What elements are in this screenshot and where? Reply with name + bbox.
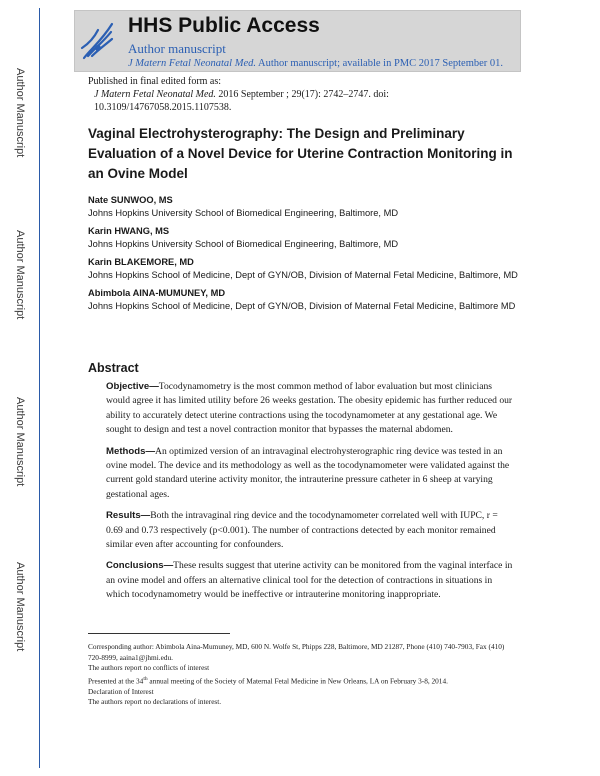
abstract-heading: Abstract	[88, 361, 139, 375]
corresponding-author-note: Corresponding author: Abimbola Aina-Mumuney, MD, 600 N. Wolfe St, Phipps 228, Baltimore, MD 21287, Phone (410) 740-7903, Fax (410) 720-8999, aaina1@jhmi.edu.	[88, 642, 505, 662]
section-label: Methods—	[106, 445, 156, 457]
author-entry	[88, 287, 518, 312]
section-text: These results suggest that uterine activity can be monitored from the vaginal interface in an ovine model and offers an alternative clinical tool for the detection of contractions in situations in which tocodynamometry would be ineffective or intrauterine monitoring inappropriate.	[106, 560, 513, 601]
author-entry	[88, 194, 518, 219]
presented-text: Presented at the 34	[88, 676, 144, 686]
margin-rule	[39, 8, 40, 768]
journal-name: J Matern Fetal Neonatal Med.	[128, 58, 257, 69]
declaration-note: The authors report no declarations of interest.	[88, 697, 222, 707]
footnotes	[88, 642, 518, 708]
published-label: Published in final edited form as:	[88, 76, 222, 87]
author-list	[88, 194, 518, 318]
pub-volume: 2016 September ; 29(17): 2742–2747. doi:	[215, 89, 389, 100]
pub-journal: J Matern Fetal Neonatal Med.	[94, 89, 216, 100]
section-text: Both the intravaginal ring device and the tocodynamometer correlated well with IUPC, r = 0.69 and 0.73 respectively (p<0.001). The number of contractions detected by each monitor remained similar even after accounting for confounders.	[106, 510, 498, 551]
side-label-author-manuscript: Author Manuscript	[14, 397, 26, 487]
author-affiliation: Johns Hopkins University School of Biomedical Engineering, Baltimore, MD	[88, 238, 399, 249]
author-entry	[88, 225, 518, 250]
author-name: Nate SUNWOO, MS	[88, 195, 173, 205]
author-entry	[88, 256, 518, 281]
abstract-methods	[106, 445, 516, 503]
author-affiliation: Johns Hopkins School of Medicine, Dept of GYN/OB, Division of Maternal Fetal Medicine, Baltimore, MD	[88, 269, 518, 280]
doi-link[interactable]: 10.3109/14767058.2015.1107538.	[94, 102, 232, 113]
section-label: Objective—	[106, 381, 159, 392]
author-affiliation: Johns Hopkins University School of Biomedical Engineering, Baltimore, MD	[88, 207, 399, 218]
abstract-body	[106, 380, 516, 610]
publication-info	[88, 75, 518, 114]
author-name: Karin BLAKEMORE, MD	[88, 257, 194, 267]
journal-citation	[128, 58, 503, 69]
abstract-conclusions	[106, 559, 516, 602]
section-text: An optimized version of an intravaginal electrohysterographic ring device was tested in an ovine model. The device and its methodology as well as the tocodynamometer were validated against the current gold standard uterine activity monitor, the intrauterine pressure catheter in 6 sheep at varying gestational ages.	[106, 445, 510, 500]
presented-note	[88, 674, 518, 687]
presented-text-rest: annual meeting of the Society of Maternal Fetal Medicine in New Orleans, LA on February 3-8, 2014.	[147, 676, 448, 686]
abstract-objective	[106, 380, 516, 438]
footnote-divider	[88, 633, 230, 634]
section-label: Results—	[106, 510, 151, 522]
citation-text: Author manuscript; available in PMC 2017 September 01.	[256, 58, 504, 69]
section-label: Conclusions—	[106, 560, 174, 572]
section-text: Tocodynamometry is the most common method of labor evaluation but most clinicians would agree it has limited utility before 26 weeks gestation. The obesity epidemic has further reduced our ability to accurately detect uterine contractions using the tocodynamometer at any gestational age. We sought to design and test a novel contraction monitor that bypasses the maternal abdomen.	[106, 381, 513, 436]
side-label-author-manuscript: Author Manuscript	[14, 562, 26, 652]
declaration-heading: Declaration of Interest	[88, 686, 154, 696]
publication-details	[88, 88, 518, 101]
hhs-eagle-logo-icon	[78, 18, 120, 64]
side-label-author-manuscript: Author Manuscript	[14, 68, 26, 158]
author-name: Karin HWANG, MS	[88, 226, 170, 236]
paper-title: Vaginal Electrohysterography: The Design and Preliminary Evaluation of a Novel Device for Uterine Contraction Monitoring in an Ovine Model	[88, 126, 513, 181]
author-affiliation: Johns Hopkins School of Medicine, Dept of GYN/OB, Division of Maternal Fetal Medicine, Baltimore MD	[88, 300, 516, 311]
abstract-results	[106, 509, 516, 552]
hhs-title: HHS Public Access	[128, 14, 320, 37]
author-manuscript-label: Author manuscript	[128, 41, 226, 56]
side-label-author-manuscript: Author Manuscript	[14, 230, 26, 320]
conflicts-note: The authors report no conflicts of interest	[88, 663, 210, 673]
author-name: Abimbola AINA-MUMUNEY, MD	[88, 288, 226, 298]
ordinal-suffix: th	[143, 675, 148, 682]
